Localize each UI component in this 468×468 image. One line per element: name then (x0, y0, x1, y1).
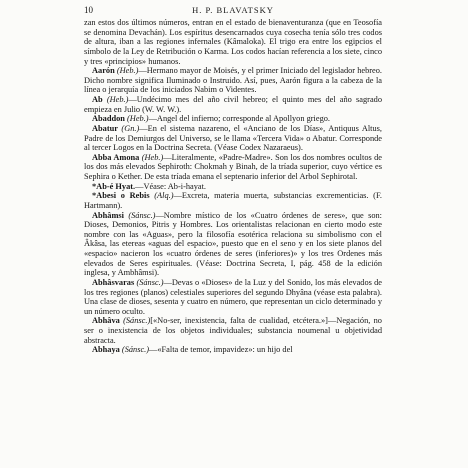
entry-body: —Undécimo mes del año civil hebreo; el quinto mes del año sagrado empieza en Julio (W. W. W.). (84, 95, 382, 114)
entry-grammar: (Sánsc.) (128, 210, 156, 220)
entry-body: —Nombre místico de los «Cuatro órdenes de seres», que son: Dioses, Demonios, Pitris y Hombres. Los orientalistas relacionan en cierto modo este nombre con las «Aguas», pero la filosofía esotérica relaciona su simbolismo con el Âkâsa, las etereas «aguas del espacio», puesto que en el seno y en los siete planos del «espacio» nacieron los «cuatro órdenes de seres (inferiores)» y los tres Ordenes más elevados de Seres espirituales. (Véase: Doctrina Secreta, I, pág. 458 de la edición inglesa, y Ambhâmsi). (84, 210, 382, 278)
entry-aaron (84, 66, 382, 95)
page-header (84, 4, 382, 16)
entry-headword: Abatur (92, 123, 118, 133)
entry-headword: Aarón (92, 66, 115, 76)
entry-headword: Abhaya (92, 345, 120, 355)
entry-body: —«Falta de temor, impavidez»: un hijo del (149, 345, 293, 355)
entry-headword: *Ab-é Hyat. (92, 181, 136, 191)
entry-abba-amona (84, 153, 382, 182)
entry-body: [«No-ser, inexistencia, falta de cualidad, etcétera.»]—Negación, no ser o inexistencia de los objetos individuales; substancia noumenal u objetividad abstracta. (84, 316, 382, 345)
entry-grammar: (Alq.) (154, 191, 174, 201)
entry-ab (84, 95, 382, 114)
entry-grammar: (Heb.) (106, 95, 129, 104)
entry-grammar: (Heb.) (127, 114, 149, 124)
entry-body: —Hermano mayor de Moisés, y el primer Iniciado del legislador hebreo. Dicho nombre significa Iluminado o Instruido. Así, pues, Aarón figura a la cabeza de la línea o jerarquía de los iniciados Nabim o Videntes. (84, 66, 382, 95)
entry-headword: Abaddon (92, 114, 125, 124)
entry-headword: Abhâva (92, 316, 120, 326)
entry-body: —Véase: Ab-i-hayat. (135, 181, 207, 191)
running-head: H. P. BLAVATSKY (192, 5, 274, 15)
entry-grammar: (Heb.) (141, 152, 164, 162)
entry-abesi (84, 191, 382, 210)
entry-body: zan estos dos últimos números, entran en el estado de bienaventuranza (que en Teosofía se denomina Devachán). Los espíritus desencarnados cuya cosecha tenía sólo tres codos de altura, iban a las regiones infernales (Kâmaloka). El trigo era entre los egipcios el símbolo de la Ley de Retribución o Karma. Los codos hacían referencia a los siete, cinco y tres «principios» humanos. (84, 18, 382, 66)
entry-abatur (84, 124, 382, 153)
dictionary-text (84, 18, 382, 355)
entry-body: —Angel del infierno; corresponde al Apollyon griego. (148, 114, 331, 124)
entry-abhaya (84, 345, 382, 355)
entry-grammar: (Heb.) (116, 66, 139, 76)
entry-grammar: (Sánsc.) (121, 345, 150, 355)
entry-grammar: (Sánsc.) (136, 277, 164, 287)
entry-headword: Abhâsvaras (92, 277, 135, 287)
entry-body: —Devas o «Dioses» de la Luz y del Sonido, los más elevados de los tres regiones (planos) celestiales superiores del segundo Dhyâna (véase esta palabra). Una clase de dioses, sesenta y cuatro en número, que representan un ciclo determinado y un número oculto. (84, 277, 382, 316)
entry-headword: *Abesi o Rebis (92, 191, 150, 201)
entry-continuation (84, 18, 382, 66)
entry-abhava (84, 316, 382, 345)
entry-abhasvaras (84, 278, 382, 317)
entry-headword: Ab (92, 95, 103, 104)
entry-headword: Abba Amona (92, 152, 140, 162)
entry-body: —Literalmente, «Padre-Madre». Son los dos nombres ocultos de los dos más elevados Sephiroth: Chokmah y Binah, de la tríada superior, cuyo vértice es Sephira o Kether. De esta tríada emana el septenario inferior del Arbol Sephirotal. (84, 152, 382, 181)
entry-headword: Abhâmsi (92, 210, 124, 220)
page-number: 10 (84, 5, 93, 15)
entry-body: —En el sistema nazareno, el «Anciano de los Días», Antiquus Altus, Padre de los Demiurgos del Universo, se le llama «Tercera Vida» o Abatur. Corresponde al tercer Logos en la Doctrina Secreta. (Véase Codex Nazaraeus). (84, 123, 382, 153)
entry-abhamsi (84, 211, 382, 278)
entry-grammar: (Gn.) (121, 123, 140, 133)
entry-body: —Excreta, materia muerta, substancias excrementicias. (F. Hartmann). (84, 191, 383, 210)
entry-abaddon (84, 114, 382, 124)
entry-ab-e-hyat (84, 182, 382, 192)
entry-grammar: (Sánsc.) (123, 316, 151, 326)
